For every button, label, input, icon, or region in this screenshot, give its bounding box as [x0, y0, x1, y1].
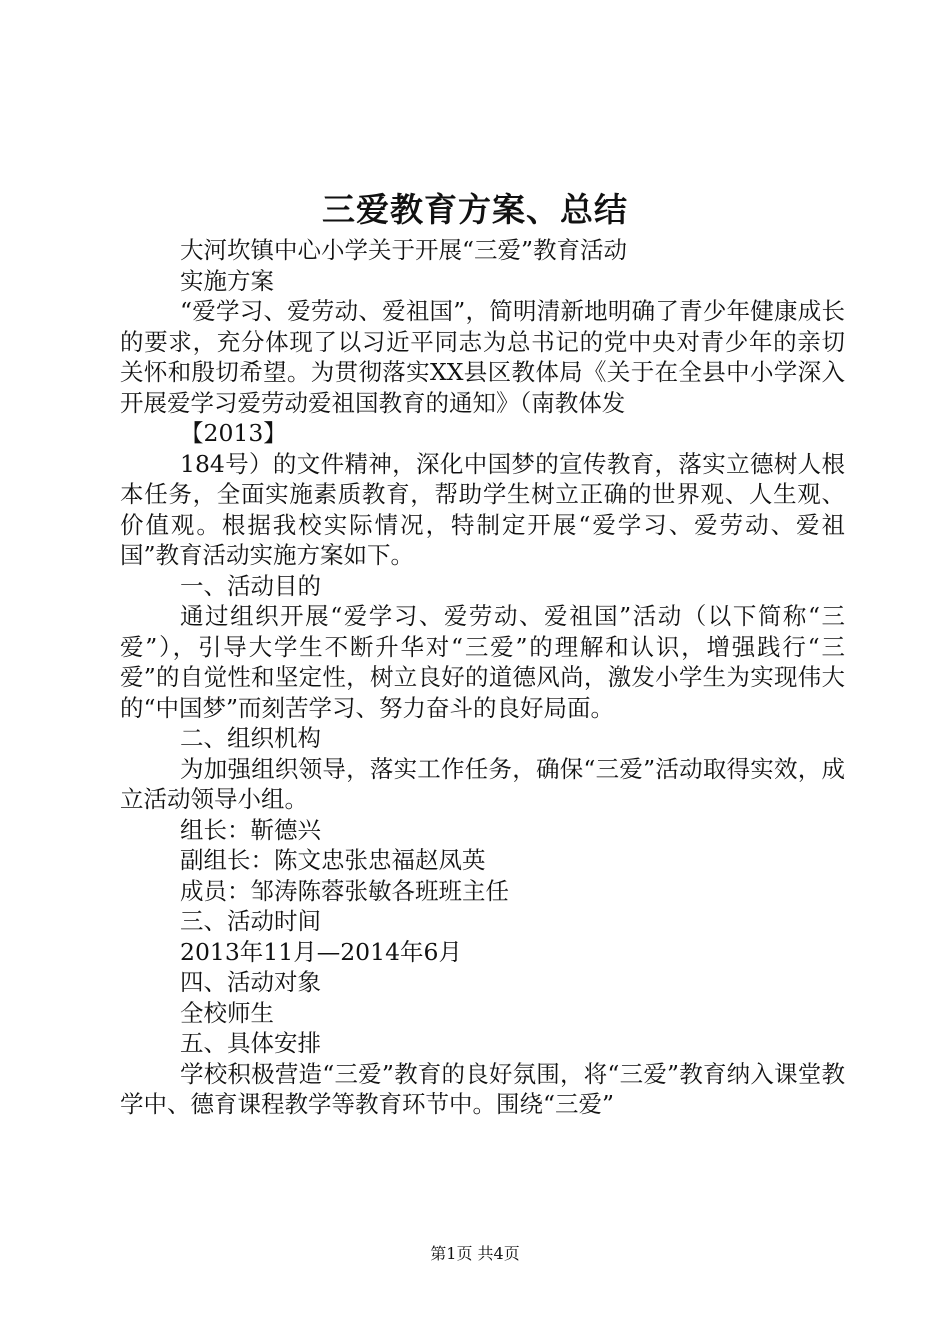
paragraph-school-title: 大河坎镇中心小学关于开展“三爱”教育活动 — [180, 236, 628, 264]
paragraph-activity-target: 全校师生 — [180, 998, 274, 1027]
heading-organization: 二、组织机构 — [180, 724, 321, 752]
paragraph-activity-time: 2013年11月—2014年6月 — [180, 937, 462, 966]
heading-activity-target: 四、活动对象 — [180, 968, 321, 996]
heading-activity-time: 三、活动时间 — [180, 907, 321, 935]
paragraph-organization: 为加强组织领导，落实工作任务，确保“三爱”活动取得实效，成立活动领导小组。 — [120, 754, 845, 813]
paragraph-members: 成员：邹涛陈蓉张敏各班班主任 — [180, 876, 509, 905]
document-body — [120, 235, 845, 1120]
page-number: 第1页 共4页 — [430, 1244, 520, 1263]
paragraph-deputy-leaders: 副组长：陈文忠张忠福赵凤英 — [180, 846, 486, 874]
heading-activity-purpose: 一、活动目的 — [180, 571, 321, 600]
paragraph-activity-purpose: 通过组织开展“爱学习、爱劳动、爱祖国”活动（以下简称“三爱”），引导大学生不断升华对“三爱”的理解和认识，增强践行“三爱”的自觉性和坚定性，树立良好的道德风尚，激发小学生为实现伟大的“中国梦”而刻苦学习、努力奋斗的良好局面。 — [120, 602, 845, 722]
paragraph-doc-number: 184号）的文件精神，深化中国梦的宣传教育，落实立德树人根本任务，全面实施素质教育，帮助学生树立正确的世界观、人生观、价值观。根据我校实际情况，特制定开展“爱学习、爱劳动、爱祖国”教育活动实施方案如下。 — [120, 449, 845, 569]
paragraph-arrangement: 学校积极营造“三爱”教育的良好氛围，将“三爱”教育纳入课堂教学中、德育课程教学等教育环节中。围绕“三爱” — [120, 1059, 845, 1118]
heading-arrangement: 五、具体安排 — [180, 1029, 321, 1057]
paragraph-intro: “爱学习、爱劳动、爱祖国”，简明清新地明确了青少年健康成长的要求，充分体现了以习近平同志为总书记的党中央对青少年的亲切关怀和殷切希望。为贯彻落实XX县区教体局《关于在全县中小学深入开展爱学习爱劳动爱祖国教育的通知》（南教体发 — [120, 297, 845, 417]
paragraph-group-leader: 组长：靳德兴 — [180, 815, 321, 844]
paragraph-plan-label: 实施方案 — [180, 266, 274, 295]
paragraph-doc-year: 【2013】 — [180, 419, 287, 447]
document-title: 三爱教育方案、总结 — [322, 190, 628, 229]
